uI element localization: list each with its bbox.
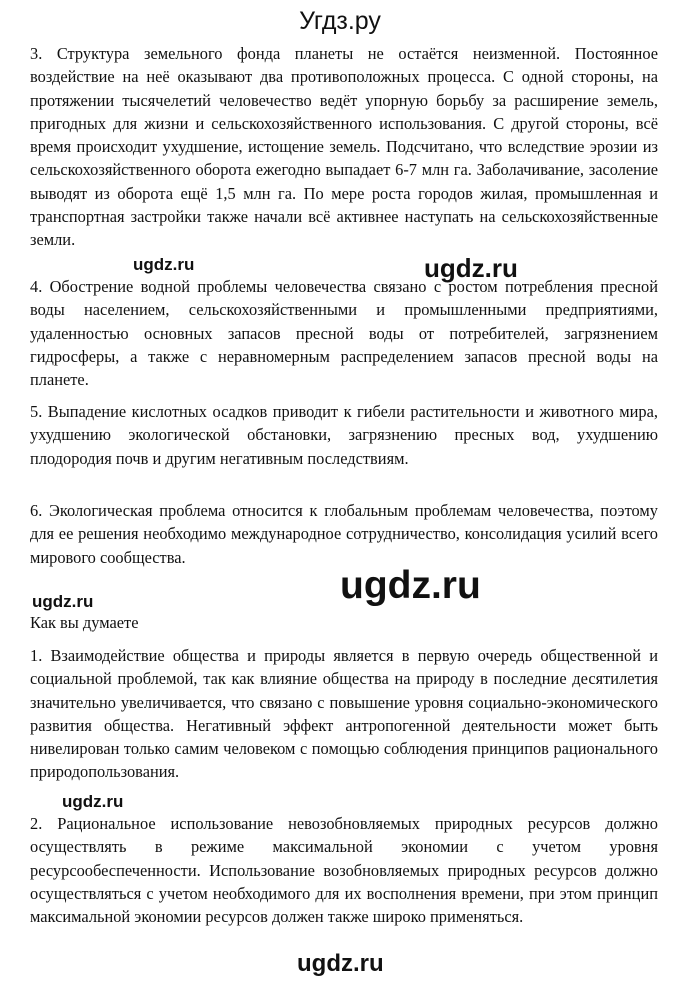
watermark-medium: ugdz.ru xyxy=(424,253,518,283)
think-item-2: 2. Рациональное использование невозобновляемых природных ресурсов должно осуществлять в режиме максимальной экономии с учетом уровня ресурсообеспеченности. Использование возобновляемых природных ресурсов должно осуществляться с учетом необходимого для их восполнения времени, при этом принцип максимальной экономии ресурсов должен также широко применяться. xyxy=(30,814,658,927)
think-item-1: 1. Взаимодействие общества и природы является в первую очередь общественной и социальной проблемой, так как влияние общества на природу в последние десятилетия значительно увеличивается, что связано с повышение уровня социально-экономического развития общества. Негативный эффект антропогенной деятельности может быть нивелирован только самим человеком с помощью соблюдения принципов рационального природопользования. xyxy=(30,646,658,782)
watermark-footer: ugdz.ru xyxy=(297,950,384,977)
watermark-small: ugdz.ru xyxy=(32,592,94,611)
answer-item-4: 4. Обострение водной проблемы человечества связано с ростом потребления пресной воды населением, сельскохозяйственными и промышленными предприятиями, удаленностью основных запасов пресной воды от потребителей, загрязнением гидросферы, а также с неравномерным распределением запасов пресной воды на планете. xyxy=(30,277,658,390)
answer-item-6: 6. Экологическая проблема относится к глобальным проблемам человечества, поэтому для ее решения необходимо международное сотрудничество, консолидация усилий всего мирового сообщества. xyxy=(30,501,658,567)
watermark-small: ugdz.ru xyxy=(62,792,124,811)
site-title: Угдз.ру xyxy=(299,7,381,35)
watermark-large: ugdz.ru xyxy=(340,564,481,607)
section-heading: Как вы думаете xyxy=(30,613,139,632)
watermark-small: ugdz.ru xyxy=(133,255,195,274)
answer-item-3: 3. Структура земельного фонда планеты не остаётся неизменной. Постоянное воздействие на неё оказывают два противоположных процесса. С одной стороны, на протяжении тысячелетий человечество ведёт упорную борьбу за расширение земель, пригодных для жизни и сельскохозяйственного использования. С другой стороны, всё время происходит ухудшение, истощение земель. Подсчитано, что вследствие эрозии из сельскохозяйственного оборота ежегодно выпадает 6-7 млн га. Заболачивание, засоление выводят из оборота ещё 1,5 млн га. По мере роста городов жилая, промышленная и транспортная застройки также начали всё активнее наступать на сельскохозяйственные земли. xyxy=(30,44,658,250)
answer-item-5: 5. Выпадение кислотных осадков приводит к гибели растительности и животного мира, ухудшению экологической обстановки, загрязнению пресных вод, ухудшению плодородия почв и другим негативным последствиям. xyxy=(30,402,658,468)
